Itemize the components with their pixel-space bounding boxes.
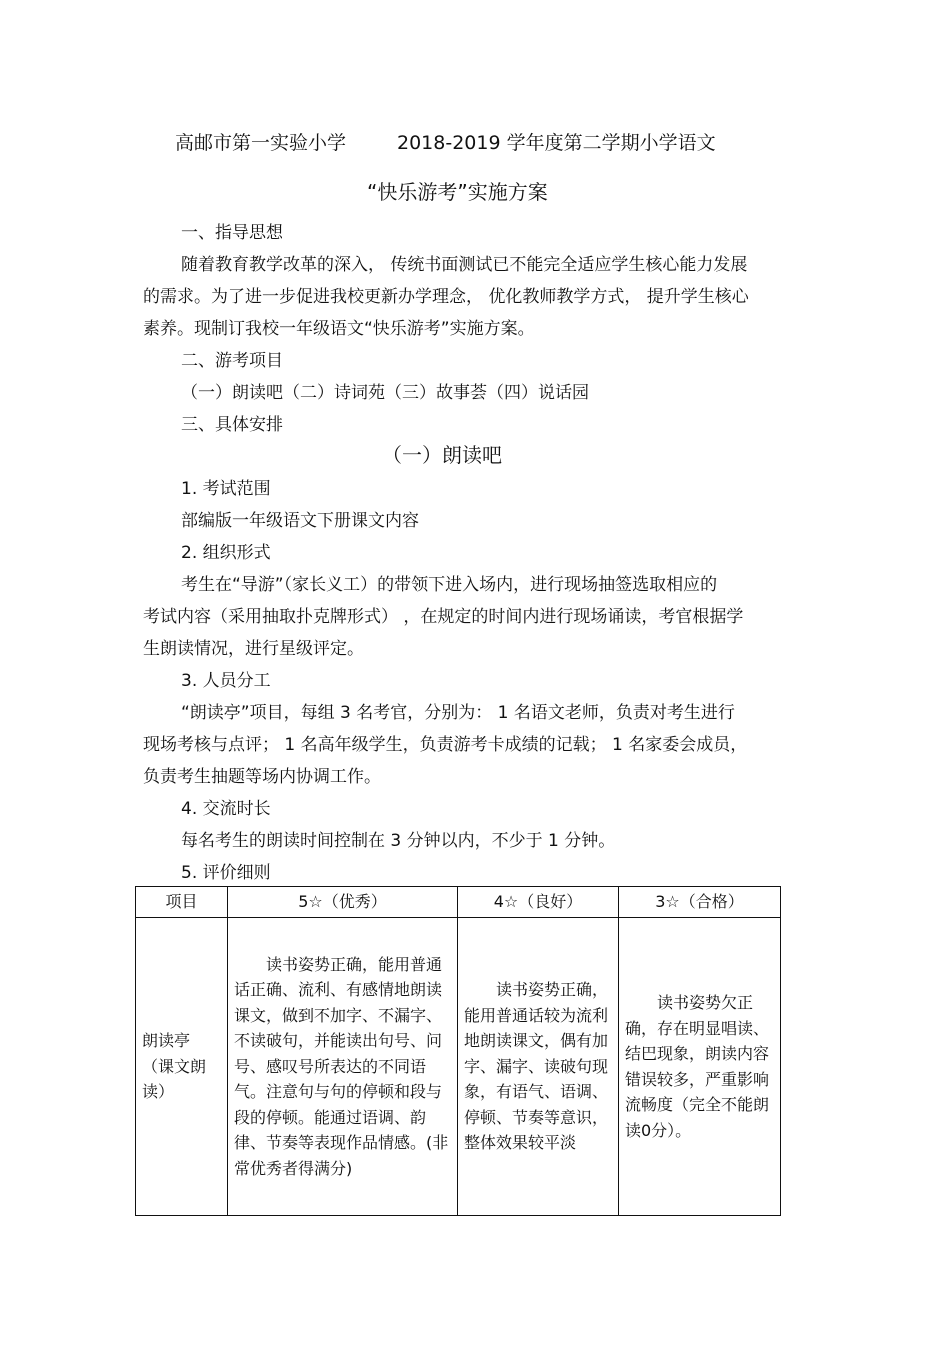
- title-school: 高邮市第一实验小学: [175, 132, 347, 154]
- table-header-row: [136, 887, 781, 918]
- item-3-line-1: “朗读亭”项目，每组 3 名考官，分别为： 1 名语文老师，负责对考生进行: [181, 703, 735, 723]
- table-row: [136, 918, 781, 1216]
- title-plan: “快乐游考”实施方案: [367, 180, 548, 204]
- item-1-heading: 1. 考试范围: [181, 479, 271, 499]
- section-1-line-1: 随着教育教学改革的深入， 传统书面测试已不能完全适应学生核心能力发展: [181, 255, 748, 275]
- cell-item: 朗读亭（课文朗读）: [136, 918, 228, 1216]
- item-2-heading: 2. 组织形式: [181, 543, 271, 563]
- evaluation-table: [135, 886, 781, 1216]
- cell-pass: 读书姿势欠正确，存在明显唱读、结巴现象，朗读内容错误较多，严重影响流畅度（完全不能朗读0分）。: [619, 918, 781, 1216]
- item-3-heading: 3. 人员分工: [181, 671, 271, 691]
- cell-excellent: 读书姿势正确，能用普通话正确、流利、有感情地朗读课文，做到不加字、不漏字、不读破句，并能读出句号、问号、感叹号所表达的不同语气。注意句与句的停顿和段与段的停顿。能通过语调、韵律、节奏等表现作品情感。(非常优秀者得满分): [228, 918, 458, 1216]
- item-4-heading: 4. 交流时长: [181, 799, 271, 819]
- section-1-line-2: 的需求。为了进一步促进我校更新办学理念， 优化教师教学方式， 提升学生核心: [143, 287, 749, 307]
- section-2-heading: 二、游考项目: [181, 351, 283, 371]
- cell-good: 读书姿势正确，能用普通话较为流利地朗读课文，偶有加字、漏字、读破句现象，有语气、语调、停顿、节奏等意识，整体效果较平淡: [458, 918, 619, 1216]
- item-5-heading: 5. 评价细则: [181, 863, 271, 883]
- item-2-line-3: 生朗读情况，进行星级评定。: [143, 639, 364, 659]
- section-1-heading: 一、指导思想: [181, 223, 283, 243]
- subsection-heading: （一）朗读吧: [382, 443, 502, 467]
- section-3-heading: 三、具体安排: [181, 415, 283, 435]
- item-4-text: 每名考生的朗读时间控制在 3 分钟以内，不少于 1 分钟。: [181, 831, 616, 851]
- header-excellent: 5☆（优秀）: [228, 887, 458, 918]
- section-1-line-3: 素养。现制订我校一年级语文“快乐游考”实施方案。: [143, 319, 535, 339]
- section-2-items: （一）朗读吧（二）诗词苑（三）故事荟（四）说话园: [181, 383, 589, 403]
- item-1-text: 部编版一年级语文下册课文内容: [181, 511, 419, 531]
- item-2-line-2: 考试内容（采用抽取扑克牌形式） ，在规定的时间内进行现场诵读，考官根据学: [143, 607, 744, 627]
- item-3-line-2: 现场考核与点评； 1 名高年级学生，负责游考卡成绩的记载； 1 名家委会成员，: [143, 735, 748, 755]
- item-3-line-3: 负责考生抽题等场内协调工作。: [143, 767, 381, 787]
- header-item: 项目: [136, 887, 228, 918]
- title-term: 2018-2019 学年度第二学期小学语文: [397, 132, 716, 154]
- item-2-line-1: 考生在“导游”（家长义工）的带领下进入场内，进行现场抽签选取相应的: [181, 575, 718, 595]
- header-good: 4☆（良好）: [458, 887, 619, 918]
- header-pass: 3☆（合格）: [619, 887, 781, 918]
